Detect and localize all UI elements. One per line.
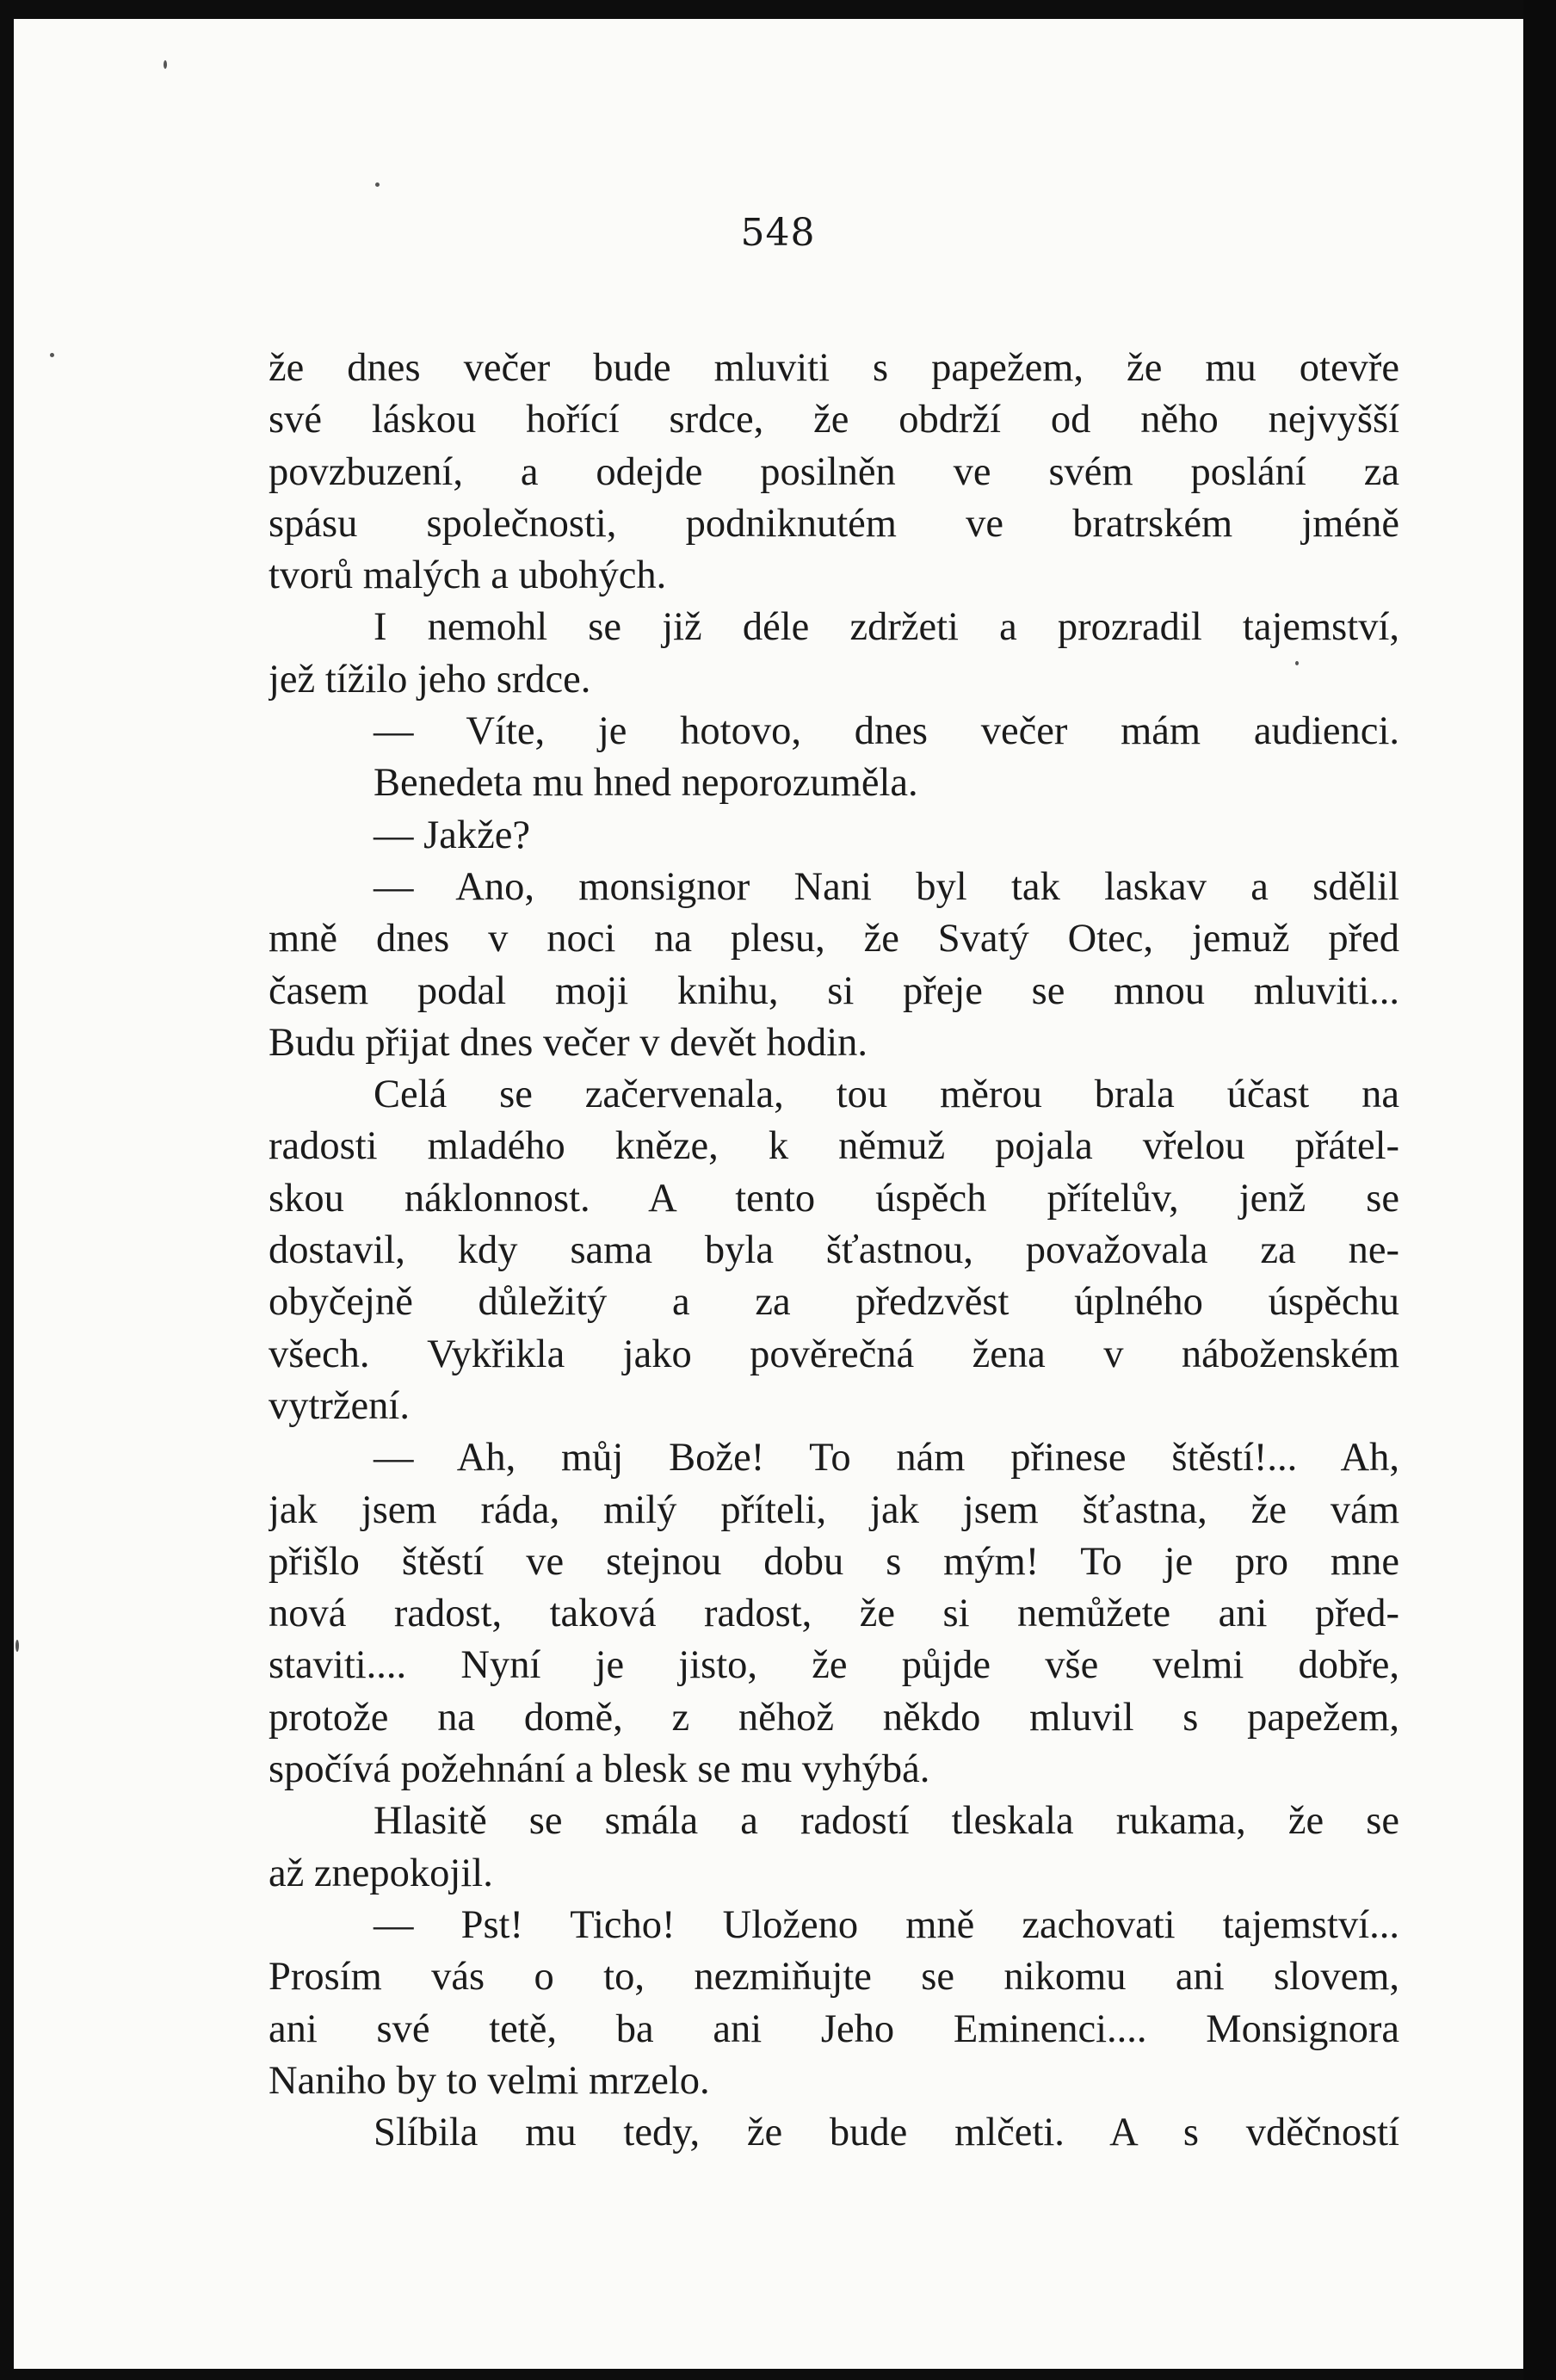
text-line: Budu přijat dnes večer v devět hodin.: [269, 1020, 868, 1065]
text-line: mně dnes v noci na plesu, že Svatý Otec, jemuž před: [269, 917, 1399, 961]
text-line: — Pst! Ticho! Uloženo mně zachovati tajemství...: [374, 1902, 1399, 1947]
text-line: ani své tetě, ba ani Jeho Eminenci.... Monsignora: [269, 2006, 1399, 2051]
text-line: I nemohl se již déle zdržeti a prozradil tajemství,: [374, 605, 1399, 650]
text-line: že dnes večer bude mluviti s papežem, že mu otevře: [269, 346, 1399, 390]
text-line: protože na domě, z něhož někdo mluvil s papežem,: [269, 1695, 1399, 1740]
text-line: vytržení.: [269, 1383, 410, 1428]
text-line: Hlasitě se smála a radostí tleskala rukama, že se: [374, 1799, 1399, 1844]
paper-speck: [164, 60, 167, 69]
text-line: tvorů malých a ubohých.: [269, 553, 667, 598]
text-line: jež tížilo jeho srdce.: [269, 657, 591, 702]
text-line: — Jakže?: [374, 813, 531, 857]
text-line: — Víte, je hotovo, dnes večer mám audienci.: [374, 709, 1399, 754]
text-line: staviti.... Nyní je jisto, že půjde vše velmi dobře,: [269, 1643, 1399, 1688]
text-line: povzbuzení, a odejde posilněn ve svém poslání za: [269, 449, 1399, 494]
text-line: — Ah, můj Bože! To nám přinese štěstí!... Ah,: [374, 1436, 1399, 1481]
text-line: jak jsem ráda, milý příteli, jak jsem šťastna, že vám: [269, 1487, 1399, 1532]
text-line: časem podal moji knihu, si přeje se mnou mluviti...: [269, 968, 1399, 1013]
body-text: [269, 343, 1399, 2159]
text-line: radosti mladého kněze, k němuž pojala vřelou přátel-: [269, 1124, 1399, 1169]
text-line: všech. Vykřikla jako pověrečná žena v náboženském: [269, 1332, 1399, 1376]
text-line: dostavil, kdy sama byla šťastnou, považovala za ne-: [269, 1228, 1399, 1273]
paper-speck: [50, 353, 54, 357]
text-line: až znepokojil.: [269, 1851, 493, 1895]
text-line: spočívá požehnání a blesk se mu vyhýbá.: [269, 1747, 930, 1792]
text-line: Prosím vás o to, nezmiňujte se nikomu ani slovem,: [269, 1955, 1399, 2000]
text-line: Naniho by to velmi mrzelo.: [269, 2058, 710, 2103]
text-line: — Ano, monsignor Nani byl tak laskav a sdělil: [374, 864, 1399, 909]
text-line: spásu společnosti, podniknutém ve bratrském jméně: [269, 501, 1399, 546]
scan-edge-shadow: [1523, 0, 1556, 2380]
paper-speck: [375, 182, 380, 187]
text-line: Slíbila mu tedy, že bude mlčeti. A s vděčností: [374, 2111, 1399, 2155]
page-number: 548: [740, 211, 816, 255]
text-line: Benedeta mu hned neporozuměla.: [374, 761, 918, 806]
paper-speck: [15, 1640, 19, 1652]
text-line: skou náklonnost. A tento úspěch přítelův, jenž se: [269, 1176, 1399, 1221]
text-line: přišlo štěstí ve stejnou dobu s mým! To je pro mne: [269, 1539, 1399, 1584]
text-line: nová radost, taková radost, že si nemůžete ani před-: [269, 1592, 1399, 1636]
text-line: Celá se začervenala, tou měrou brala účast na: [374, 1073, 1399, 1117]
text-line: své láskou hořící srdce, že obdrží od něho nejvyšší: [269, 398, 1399, 442]
text-line: obyčejně důležitý a za předzvěst úplného úspěchu: [269, 1280, 1399, 1325]
